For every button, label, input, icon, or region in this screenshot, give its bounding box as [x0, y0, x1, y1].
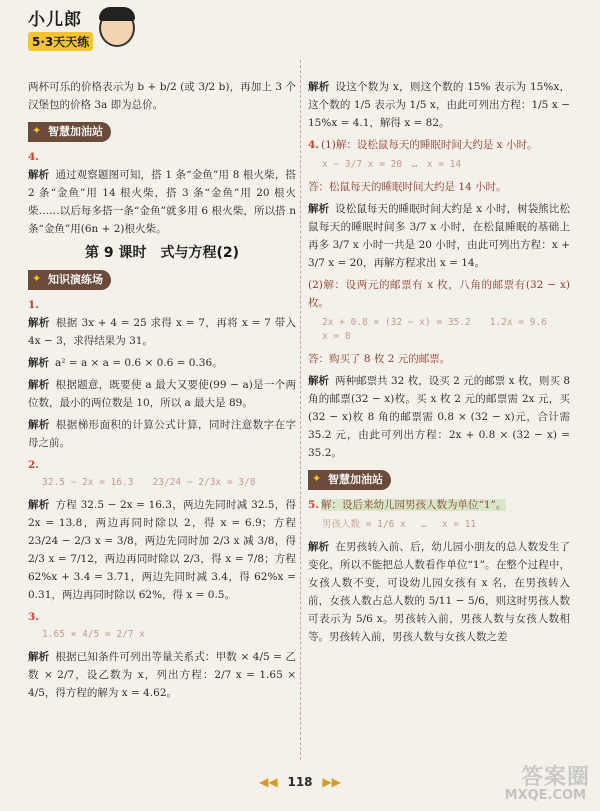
analysis-text: 设松鼠每天的睡眠时间大约是 x 小时，树袋熊比松鼠每天的睡眠时间多 3/7 x 小时，在松鼠睡眠的基础上再多 3/7 x 小时一共是 20 小时，由此可列出方程：x + 3/7 x = 20，再解方程求出 x = 14。 — [308, 203, 571, 269]
page-footer — [0, 775, 600, 789]
q4-explanation — [308, 200, 570, 272]
analysis-label: 解析 — [308, 541, 330, 553]
analysis-text: 在男孩转入前、后，幼儿园小朋友的总人数发生了变化，所以不能把总人数看作单位“1”。在整个过程中，女孩人数不变，可设幼儿园女孩有 x 名，在男孩转入前，女孩人数占总人数的 5/11 − 5/6，则这时男孩人数可表示为 5/6 x。男孩转入前，男孩人数与女孩人数相等。男孩转入前，男孩人数与女孩人数之差 — [308, 541, 571, 643]
handwritten-work: 男孩人数 = 1/6 x … x = 11 — [322, 519, 477, 530]
analysis-label: 解析 — [28, 379, 50, 391]
q1c-explanation — [28, 376, 296, 412]
mascot-icon — [99, 9, 135, 47]
series-logo — [28, 6, 135, 50]
intro-paragraph: 两杯可乐的价格表示为 b + b/2 (或 3/2 b)，再加上 3 个汉堡包的价格 3a 即为总价。 — [28, 81, 296, 111]
column-divider — [300, 60, 301, 760]
question-number: 1. — [28, 299, 39, 311]
section-tag-practice: ✦ 知识演练场 — [28, 270, 111, 290]
watermark-logo: 答案圈 — [520, 765, 590, 790]
prev-explanation — [308, 78, 570, 132]
logo-main: 小儿郎 — [28, 10, 82, 30]
analysis-text: 根据题意，既要使 a 最大又要使(99 − a)是一个两位数，最小的两位数是 10，所以 a 最大是 89。 — [28, 379, 296, 409]
section-tag-wisdom: ✦ 智慧加油站 — [308, 470, 391, 490]
q3-explanation — [28, 648, 296, 702]
analysis-text: 根据已知条件可列出等量关系式：甲数 × 4/5 = 乙数 × 2/7，设乙数为 x，列出方程：2/7 x = 1.65 × 4/5，得方程的解为 x = 4.62。 — [28, 651, 296, 699]
q3-block — [28, 608, 296, 642]
solution-setup: (1)解：设松鼠每天的睡眠时间大约是 x 小时。 — [320, 139, 538, 151]
q5-solution — [308, 496, 570, 514]
left-column — [28, 78, 296, 706]
q2-explanation — [28, 496, 296, 604]
analysis-text: a² = a × a = 0.6 × 0.6 = 0.36。 — [55, 357, 223, 369]
page-number: 118 — [287, 775, 313, 789]
analysis-label: 解析 — [28, 317, 50, 329]
answer-line: 答：购买了 8 枚 2 元的邮票。 — [308, 353, 451, 365]
watermark-site: MXQE.COM — [504, 788, 586, 803]
solution-setup: 解：设后来幼儿园男孩人数为单位“1”。 — [320, 499, 507, 511]
q4b-explanation — [308, 372, 570, 462]
analysis-text: 根据 3x + 4 = 25 求得 x = 7，再将 x = 7 带入 4x − 3，求得结果为 31。 — [28, 317, 296, 347]
q1a-explanation — [28, 296, 296, 350]
analysis-text: 通过观察题图可知，搭 1 条“金鱼”用 8 根火柴，搭 2 条“金鱼”用 14 根火柴，搭 3 条“金鱼”用 20 根火柴……以后每多搭一条“金鱼”就多用 6 根火柴，所以搭 n 条“金鱼”用(6n + 2)根火柴。 — [28, 169, 296, 235]
q4-explanation — [28, 148, 296, 238]
analysis-label: 解析 — [28, 499, 50, 511]
analysis-label: 解析 — [28, 169, 50, 181]
prev-arrow-icon: ◀◀ — [259, 775, 278, 789]
q1d-explanation — [28, 416, 296, 452]
analysis-label: 解析 — [28, 419, 50, 431]
handwritten-work: x − 3/7 x = 20 … x = 14 — [322, 159, 462, 170]
next-arrow-icon: ▶▶ — [322, 775, 341, 789]
q2-block — [28, 456, 296, 490]
analysis-text: 根据梯形面积的计算公式计算，同时注意数字在字母之前。 — [28, 419, 297, 449]
handwritten-work: 1.65 × 4/5 = 2/7 x — [42, 629, 145, 640]
question-number: 5. — [308, 499, 319, 511]
section-tag-wisdom: ✦ 智慧加油站 — [28, 122, 111, 142]
question-number: 4. — [28, 151, 39, 163]
q1b-explanation — [28, 354, 296, 372]
analysis-label: 解析 — [308, 375, 330, 387]
analysis-label: 解析 — [28, 651, 50, 663]
right-column — [308, 78, 570, 650]
analysis-text: 设这个数为 x，则这个数的 15% 表示为 15%x，这个数的 1/5 表示为 1/5 x，由此可列出方程：1/5 x − 15%x = 4.1，解得 x = 82。 — [308, 81, 570, 129]
question-number: 4. — [308, 139, 319, 151]
question-number: 3. — [28, 611, 39, 623]
q5-explanation — [308, 538, 570, 646]
handwritten-work: 2x + 0.8 × (32 − x) = 35.2 1.2x = 9.6 x = 8 — [322, 317, 566, 342]
logo-text-block — [28, 5, 93, 51]
answer-line: 答：松鼠每天的睡眠时间大约是 14 小时。 — [308, 181, 507, 193]
analysis-label: 解析 — [308, 81, 330, 93]
question-number: 2. — [28, 459, 39, 471]
analysis-label: 解析 — [28, 357, 49, 369]
analysis-text: 两种邮票共 32 枚，设买 2 元的邮票 x 枚，则买 8 角的邮票(32 − x)枚。买 x 枚 2 元的邮票需 2x 元，买(32 − x)枚 8 角的邮票需 0.8 × (32 − x)元，合计需 35.2 元，由此可列出方程：2x + 0.8 × (32 − x) = 35.2。 — [308, 375, 571, 459]
lesson-title: 第 9 课时 式与方程(2) — [84, 245, 240, 261]
analysis-label: 解析 — [308, 203, 330, 215]
q4b-solution: (2)解：设两元的邮票有 x 枚，八角的邮票有(32 − x)枚。 — [308, 279, 570, 309]
q4-solution — [308, 136, 570, 154]
handwritten-work: 32.5 − 2x = 16.3 23/24 − 2/3x = 3/8 — [42, 477, 256, 488]
logo-series: 5·3天天练 — [28, 32, 93, 51]
analysis-text: 方程 32.5 − 2x = 16.3，两边先同时减 32.5，得 2x = 13.8，两边再同时除以 2，得 x = 6.9；方程 23/24 − 2/3 x = 3/8，两边先同时加 2/3 x 减 3/8，得 2/3 x = 7/12，两边再同时除以 2/3，得 x = 7/8；方程 62%x + 3.4 = 3.71，两边先同时减 3.4，得 62%x = 0.31，两边再同时除以 62%，得 x = 0.5。 — [28, 499, 296, 601]
